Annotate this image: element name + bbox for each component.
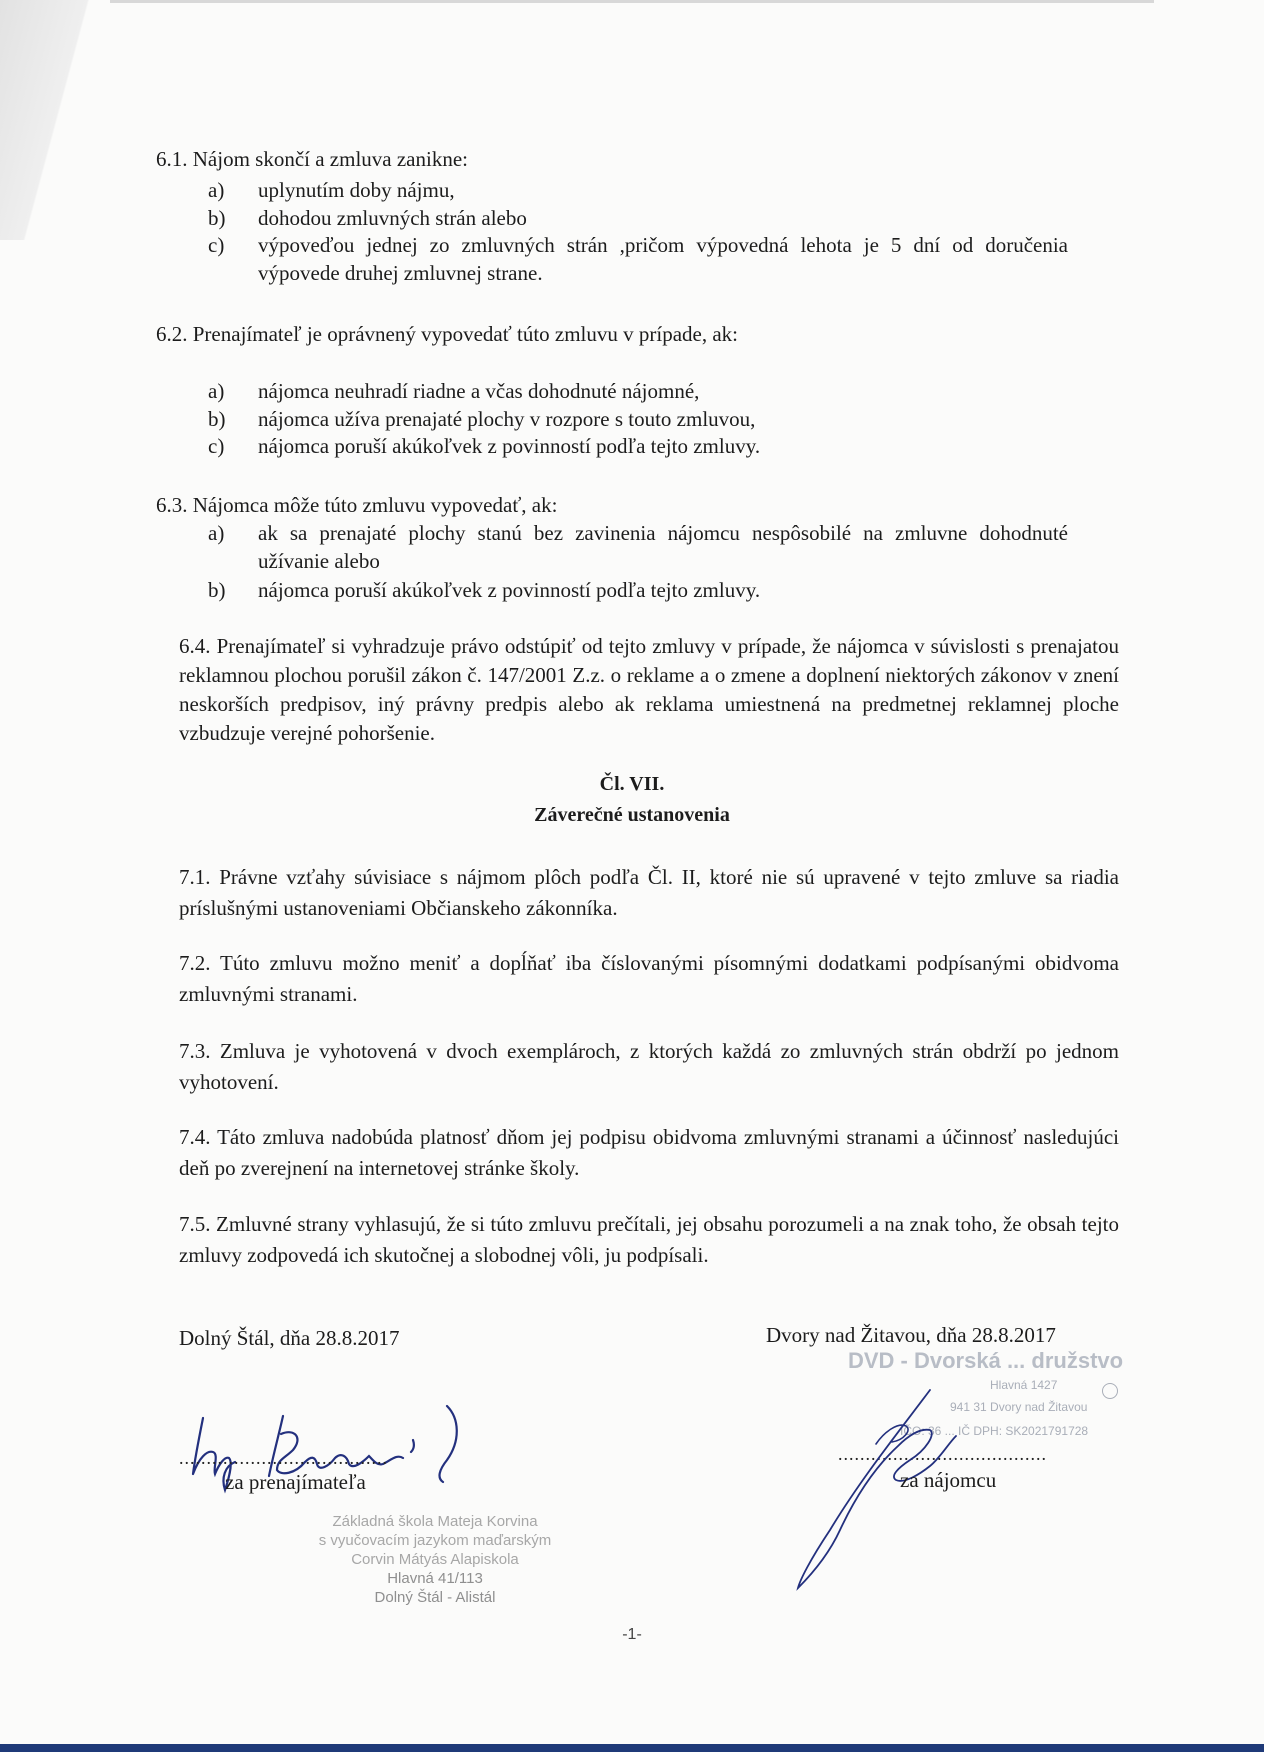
- lessor-signature-line: ......................................: [179, 1448, 388, 1468]
- item-label: c): [208, 233, 225, 257]
- lessee-role-label: za nájomcu: [900, 1468, 997, 1492]
- stamp-line: Základná škola Mateja Korvina: [332, 1513, 538, 1530]
- scan-bottom-edge: [0, 1744, 1264, 1752]
- item-label: a): [208, 178, 225, 202]
- clause-7-3: 7.3. Zmluva je vyhotovená v dvoch exemplároch, z ktorých každá zo zmluvných strán obdrží po jednom vyhotovení.: [179, 1039, 1119, 1094]
- lessee-signature-line: ......................................: [838, 1444, 1047, 1464]
- item-label: a): [208, 379, 225, 403]
- page-number: -1-: [622, 1626, 642, 1643]
- clause-6-3-title: 6.3. Nájomca môže túto zmluvu vypovedať, ak:: [156, 493, 558, 517]
- stamp-line: Hlavná 1427: [990, 1378, 1058, 1392]
- stamp-line: 941 31 Dvory nad Žitavou: [950, 1400, 1088, 1414]
- item-text: nájomca poruší akúkoľvek z povinností podľa tejto zmluvy.: [258, 434, 761, 458]
- lessor-role-label: za prenajímateľa: [225, 1470, 366, 1494]
- item-label: b): [208, 578, 226, 602]
- stamp-line: DVD - Dvorská ... družstvo: [848, 1348, 1124, 1373]
- item-text: ak sa prenajaté plochy stanú bez zavinenia nájomcu nespôsobilé na zmluvne dohodnuté užívanie alebo: [258, 521, 1068, 573]
- stamp-line: Corvin Mátyás Alapiskola: [351, 1551, 519, 1568]
- item-label: a): [208, 521, 225, 545]
- stamp-line: IČO: 36 ... IČ DPH: SK2021791728: [900, 1424, 1089, 1438]
- item-text: nájomca užíva prenajaté plochy v rozpore s touto zmluvou,: [258, 407, 756, 431]
- lessor-stamp: [255, 1512, 615, 1607]
- clause-7-2: 7.2. Túto zmluvu možno meniť a dopĺňať iba číslovanými písomnými dodatkami podpísanými obidvoma zmluvnými stranami.: [179, 951, 1119, 1006]
- item-label: c): [208, 434, 225, 458]
- left-place-date: Dolný Štál, dňa 28.8.2017: [179, 1326, 400, 1350]
- stamp-circle-icon: [1102, 1383, 1118, 1399]
- scan-top-edge: [110, 0, 1154, 3]
- item-label: b): [208, 407, 226, 431]
- article-7-subheading: Záverečné ustanovenia: [534, 804, 730, 826]
- item-text: nájomca neuhradí riadne a včas dohodnuté nájomné,: [258, 379, 700, 403]
- clause-7-1: 7.1. Právne vzťahy súvisiace s nájmom plôch podľa Čl. II, ktoré nie sú upravené v tejto zmluve sa riadia príslušnými ustanoveniami Občianskeho zákonníka.: [179, 865, 1119, 920]
- right-place-date: Dvory nad Žitavou, dňa 28.8.2017: [766, 1323, 1056, 1347]
- clause-6-2-title: 6.2. Prenajímateľ je oprávnený vypovedať túto zmluvu v prípade, ak:: [156, 322, 739, 346]
- clause-7-5: 7.5. Zmluvné strany vyhlasujú, že si túto zmluvu prečítali, jej obsahu porozumeli a na znak toho, že obsah tejto zmluvy zodpovedá ich skutočnej a slobodnej vôli, ju podpísali.: [179, 1212, 1119, 1267]
- item-text: výpoveďou jednej zo zmluvných strán ,pričom výpovedná lehota je 5 dní od doručenia výpovede druhej zmluvnej strane.: [258, 233, 1068, 285]
- scan-fold-shadow: [0, 0, 130, 240]
- stamp-line: Hlavná 41/113: [387, 1570, 483, 1587]
- clause-6-4: 6.4. Prenajímateľ si vyhradzuje právo odstúpiť od tejto zmluvy v prípade, že nájomca v súvislosti s prenajatou reklamnou plochou porušil zákon č. 147/2001 Z.z. o reklame a o zmene a doplnení niektorých zákonov v znení neskorších predpisov, iný právny predpis alebo ak reklama umiestnená na predmetnej reklamnej ploche vzbudzuje verejné pohoršenie.: [179, 634, 1119, 745]
- stamp-line: Dolný Štál - Alistál: [374, 1589, 496, 1606]
- item-label: b): [208, 206, 226, 230]
- article-7-heading: Čl. VII.: [599, 773, 665, 795]
- item-text: nájomca poruší akúkoľvek z povinností podľa tejto zmluvy.: [258, 578, 761, 602]
- item-text: uplynutím doby nájmu,: [258, 178, 455, 202]
- stamp-line: s vyučovacím jazykom maďarským: [318, 1532, 552, 1549]
- item-text: dohodou zmluvných strán alebo: [258, 206, 527, 230]
- clause-6-1-title: 6.1. Nájom skončí a zmluva zanikne:: [156, 147, 468, 171]
- clause-7-4: 7.4. Táto zmluva nadobúda platnosť dňom jej podpisu obidvoma zmluvnými stranami a účinnosť nasledujúci deň po zverejnení na internetovej stránke školy.: [179, 1125, 1119, 1180]
